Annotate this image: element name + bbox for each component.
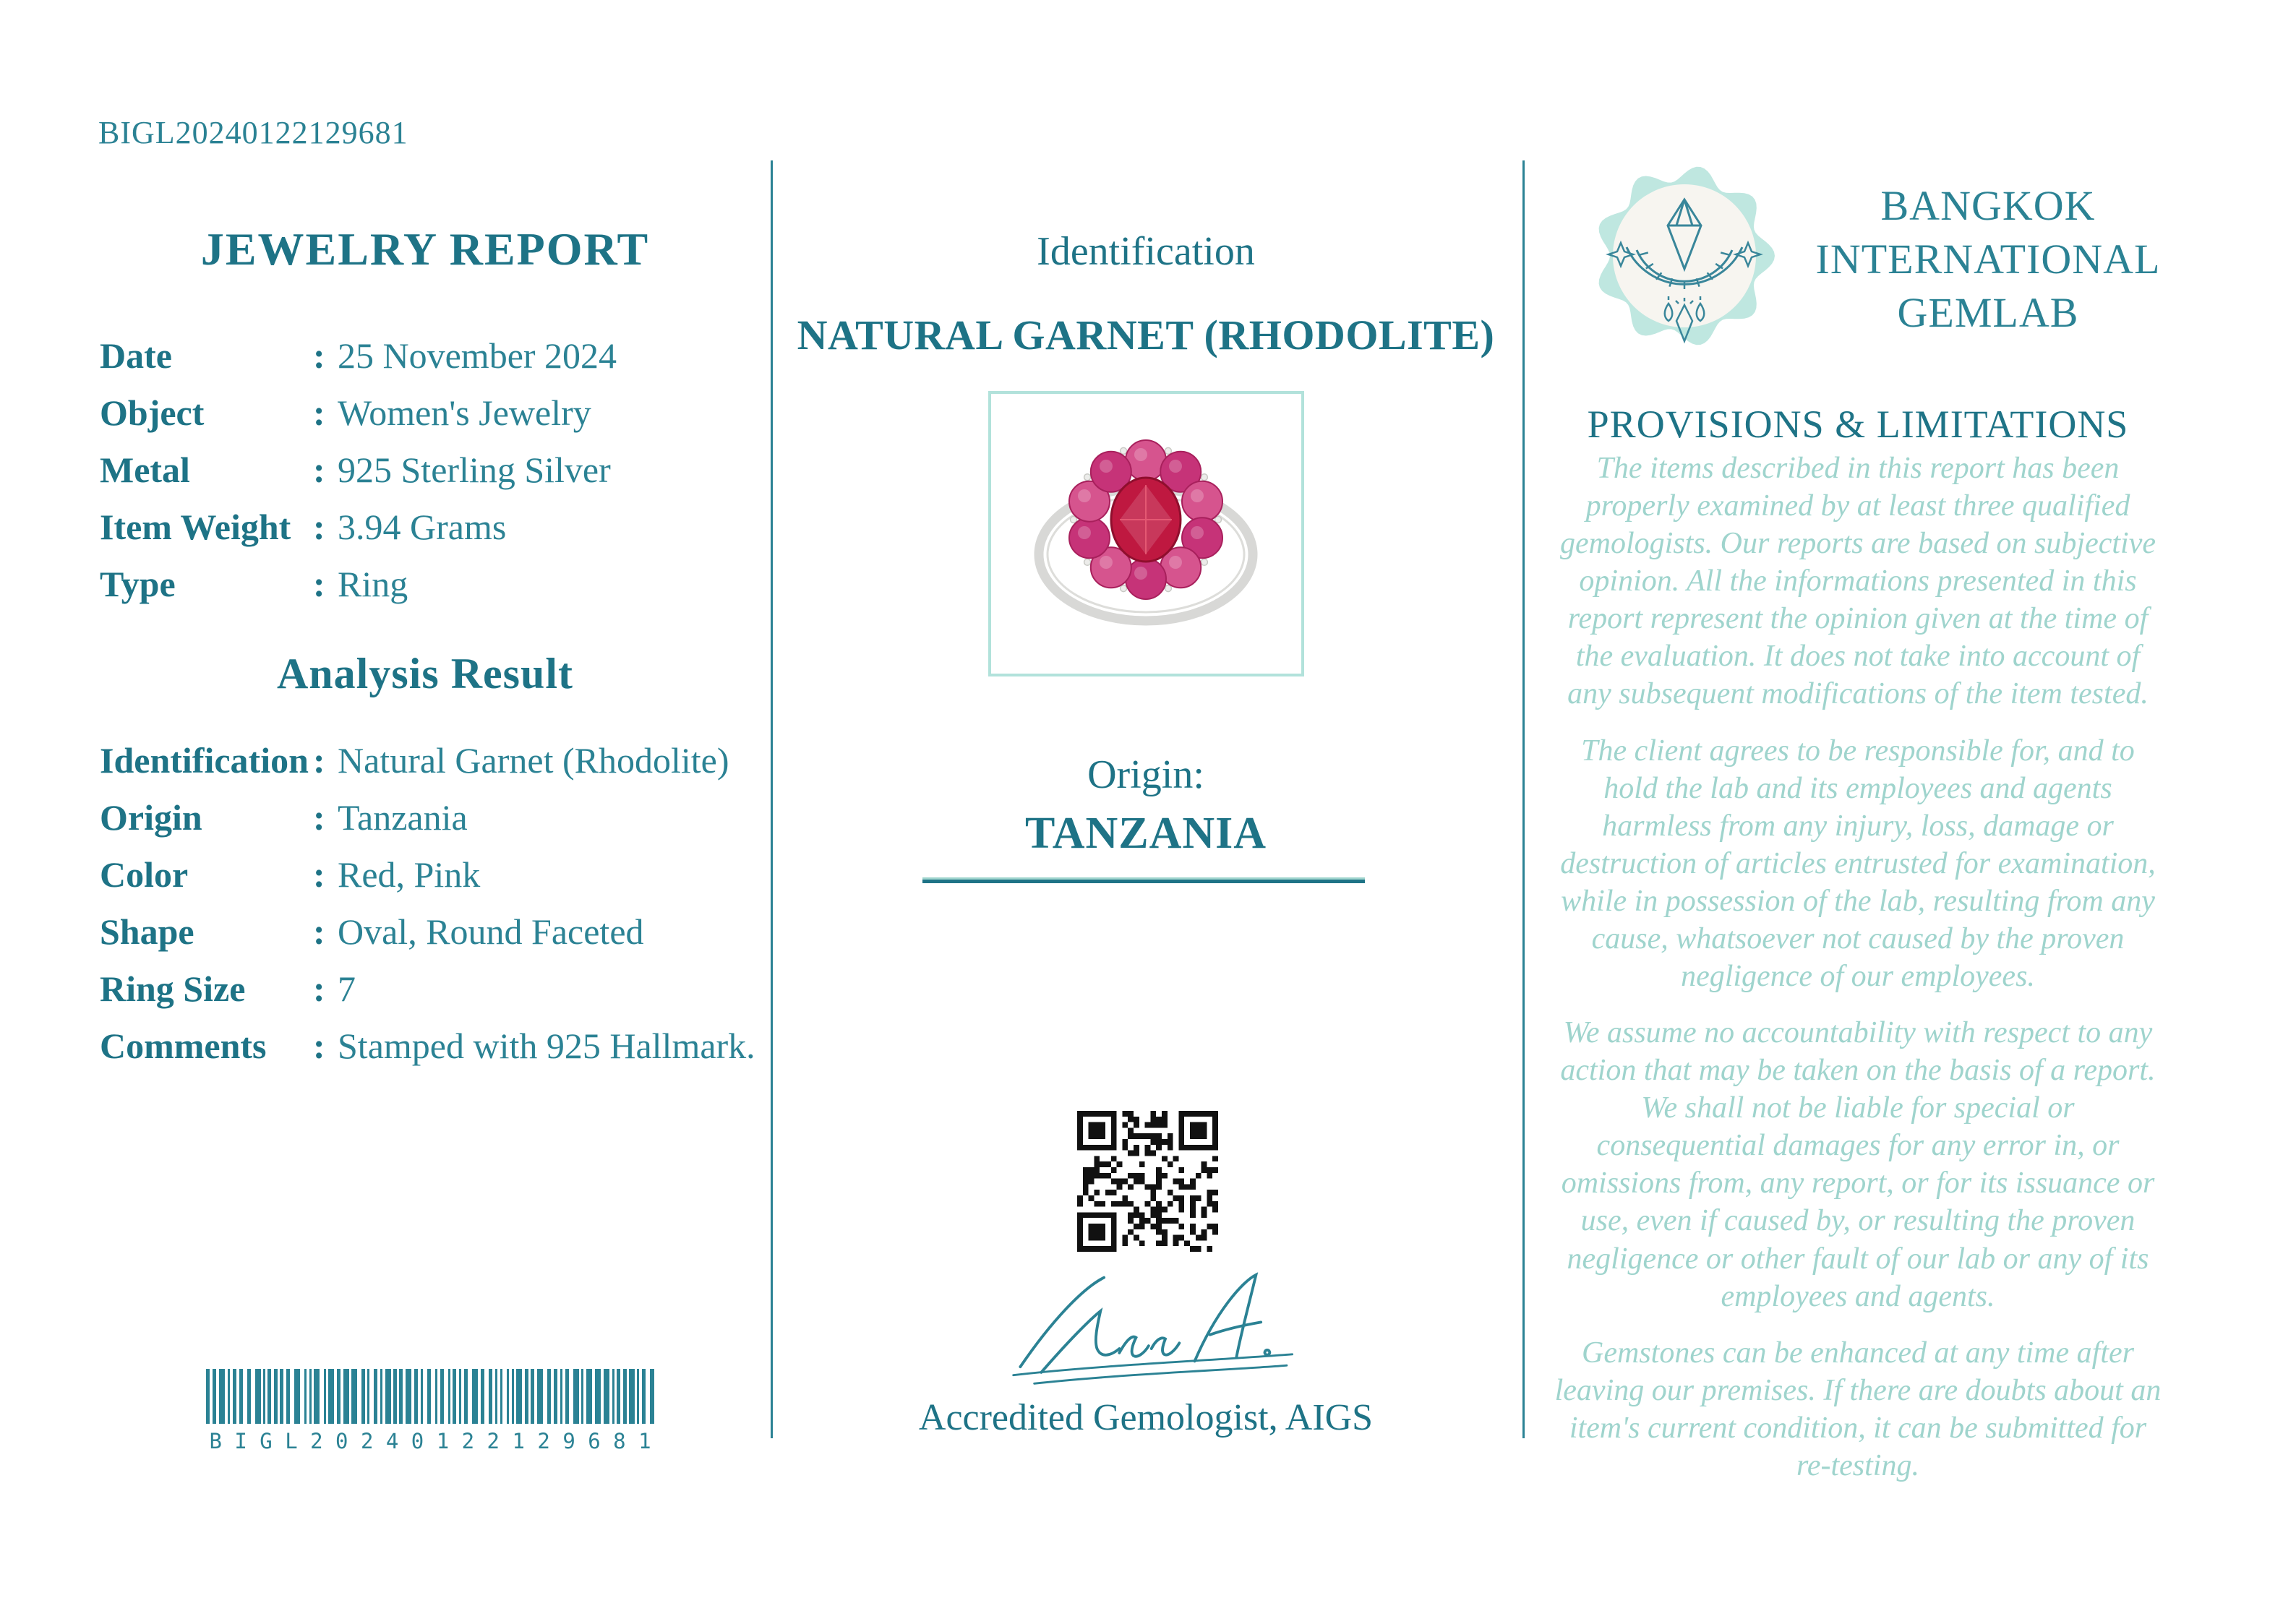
field-value: 925 Sterling Silver	[338, 449, 611, 490]
lab-name-line: BANGKOK	[1880, 182, 2096, 229]
field-colon: :	[313, 335, 325, 376]
field-value: 25 November 2024	[338, 335, 617, 376]
field-value: Ring	[338, 563, 408, 604]
provisions-paragraph: The client agrees to be responsible for, and to hold the lab and its employees and agents harmless from any injury, loss, damage or destruction of articles entrusted for examination, while in possession of the lab, resulting from any cause, whatsoever not caused by the proven negligence of our employees.	[1560, 734, 2156, 994]
origin-label: Origin:	[1087, 752, 1204, 797]
field-label: Origin	[100, 796, 202, 838]
field-label: Identification	[100, 739, 309, 781]
field-label: Color	[100, 854, 189, 895]
signatory-title: Accredited Gemologist, AIGS	[918, 1397, 1374, 1438]
field-row	[100, 327, 759, 384]
origin-underline	[922, 877, 1365, 883]
field-value: Women's Jewelry	[338, 392, 591, 433]
field-row	[100, 846, 759, 903]
field-value: Stamped with 925 Hallmark.	[338, 1025, 755, 1066]
field-row	[100, 789, 759, 846]
field-label: Comments	[100, 1025, 267, 1066]
provisions-title: PROVISIONS & LIMITATIONS	[1587, 403, 2129, 446]
provisions-paragraph: The items described in this report has been properly examined by at least three qualified gemologists. Our reports are based on subjective opinion. All the informations presented in this report represent the opinion given at the time of the evaluation. It does not take into account of any subsequent modifications of the item tested.	[1560, 452, 2156, 711]
right-divider	[1522, 160, 1525, 1438]
field-value: Natural Garnet (Rhodolite)	[338, 739, 729, 781]
lab-name	[1786, 179, 2190, 340]
field-value: Tanzania	[338, 796, 468, 838]
field-label: Shape	[100, 911, 194, 952]
identification-section-title: Identification	[1037, 229, 1255, 274]
field-value: Red, Pink	[338, 854, 481, 895]
field-value: 7	[338, 968, 356, 1009]
field-row	[100, 903, 759, 960]
signature	[969, 1271, 1323, 1389]
field-label: Object	[100, 392, 205, 433]
barcode	[206, 1369, 654, 1453]
field-colon: :	[313, 854, 325, 895]
qr-code	[1077, 1111, 1218, 1252]
left-divider	[771, 160, 773, 1438]
identification-value: NATURAL GARNET (RHODOLITE)	[797, 312, 1495, 358]
lab-name-line: INTERNATIONAL	[1815, 236, 2161, 283]
field-row	[100, 960, 759, 1017]
field-label: Item Weight	[100, 506, 291, 547]
ring-photo	[1016, 417, 1276, 648]
field-value: 3.94 Grams	[338, 506, 507, 547]
field-label: Type	[100, 563, 176, 604]
barcode-text: B I G L 2 0 2 4 0 1 2 2 1 2 9 6 8 1	[209, 1429, 651, 1453]
provisions-paragraphs	[1554, 450, 2162, 1503]
field-label: Ring Size	[100, 968, 246, 1009]
field-colon: :	[313, 911, 325, 952]
field-row	[100, 384, 759, 441]
analysis-fields	[100, 731, 759, 1074]
analysis-result-title: Analysis Result	[276, 650, 574, 697]
lab-name-line: GEMLAB	[1897, 289, 2079, 336]
origin-value: TANZANIA	[1024, 809, 1267, 858]
field-label: Metal	[100, 449, 190, 490]
provisions-paragraph: Gemstones can be enhanced at any time after leaving our premises. If there are doubts about an item's current condition, it can be submitted for re-testing.	[1554, 1336, 2162, 1482]
field-colon: :	[313, 796, 325, 838]
field-colon: :	[313, 739, 325, 781]
field-colon: :	[313, 563, 325, 604]
field-row	[100, 441, 759, 498]
field-colon: :	[313, 1025, 325, 1066]
jewelry-report-title: JEWELRY REPORT	[200, 223, 650, 275]
report-id: BIGL20240122129681	[98, 115, 408, 150]
barcode-bars	[206, 1369, 654, 1424]
field-value: Oval, Round Faceted	[338, 911, 644, 952]
item-fields	[100, 327, 759, 612]
field-colon: :	[313, 968, 325, 1009]
field-colon: :	[313, 392, 325, 433]
provisions-paragraph: We assume no accountability with respect to any action that may be taken on the basis of a report. We shall not be liable for special or consequential damages for any error in, or omissions from, any report, or for its issuance or use, even if caused by, or resulting the proven negligence or other fault of our lab or any of its employees and agents.	[1560, 1016, 2156, 1313]
field-row	[100, 731, 759, 789]
gemlab-logo-badge	[1590, 162, 1778, 350]
field-row	[100, 498, 759, 555]
field-row	[100, 1017, 759, 1074]
field-row	[100, 555, 759, 612]
field-colon: :	[313, 449, 325, 490]
field-colon: :	[313, 506, 325, 547]
field-label: Date	[100, 335, 172, 376]
